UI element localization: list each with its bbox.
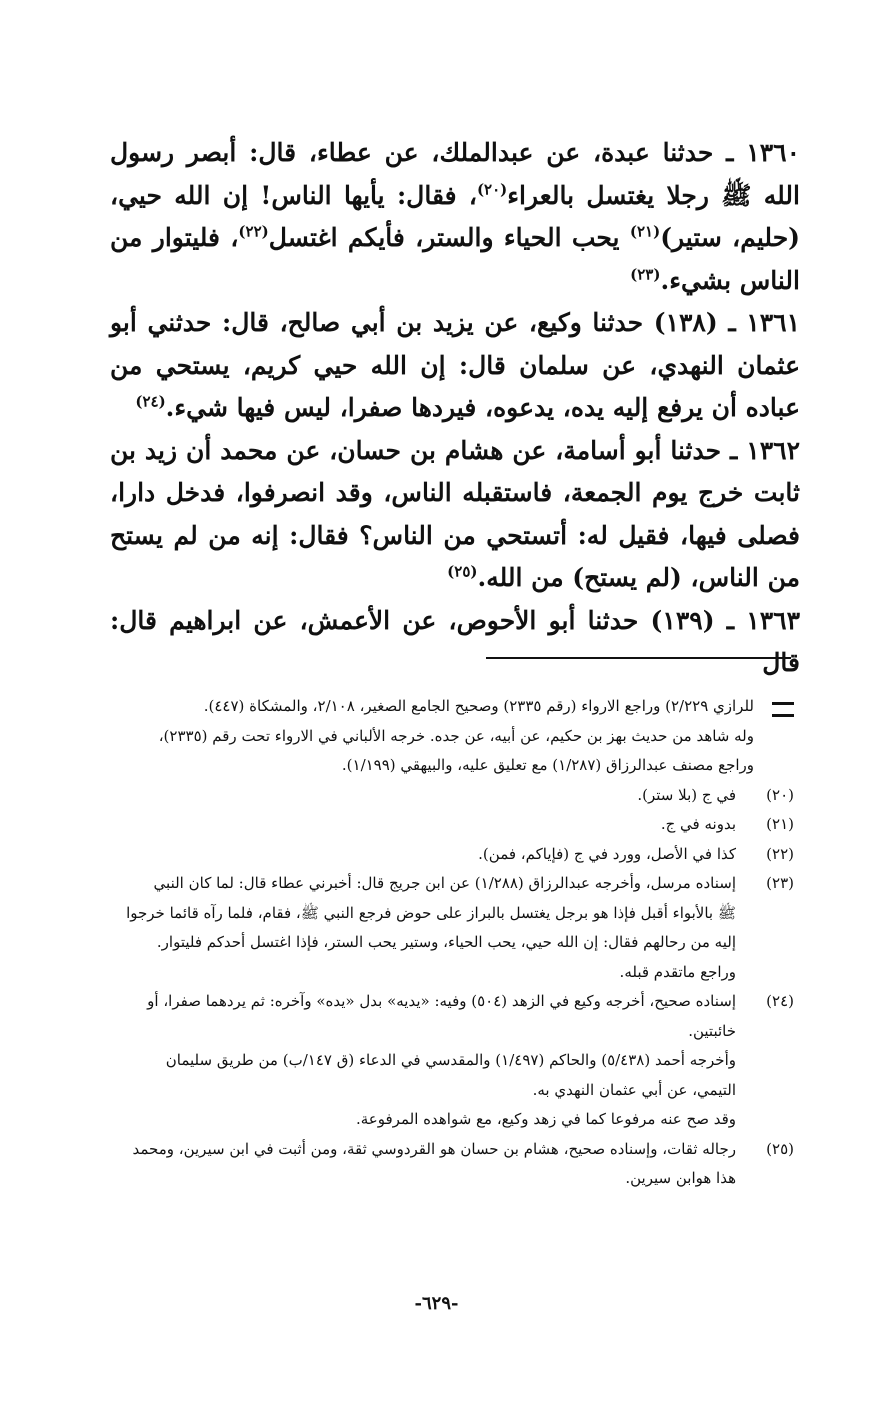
footnote-line: ﷺ بالأبواء أقبل فإذا هو برجل يغتسل بالبراز على حوض فرجع النبي ﷺ، فقام، فلما رآه قائما خرجوا <box>126 903 736 922</box>
footnote-line: هذا هوابن سيرين. <box>625 1169 736 1187</box>
footnote-line: إسناده صحيح، أخرجه وكيع في الزهد (٥٠٤) وفيه: «يديه» بدل «يده» وآخره: ثم يردهما صفرا، أو <box>147 992 736 1010</box>
footnote-ref[interactable]: (٢٤) <box>135 392 166 411</box>
footnote-20 <box>104 781 794 811</box>
footnote-line: وأخرجه أحمد (٥/٤٣٨) والحاكم (١/٤٩٧) والمقدسي في الدعاء (ق ١٤٧/ب) من طريق سليمان <box>165 1051 736 1069</box>
continuation-mark-icon <box>772 702 794 717</box>
footnote-24 <box>104 987 794 1135</box>
footnote-body <box>104 810 736 840</box>
footnote-ref[interactable]: (٢١) <box>629 222 661 241</box>
hadith-1360 <box>110 132 800 302</box>
footnote-body <box>104 781 736 811</box>
hadith-text-part: ١٣٦٢ ـ حدثنا أبو أسامة، عن هشام بن حسان، عن محمد أن زيد بن ثابت خرج يوم الجمعة، فاستقبله الناس، وقد انصرفوا، فدخل دارا، فصلى فيها، فقيل له: أتستحي من الناس؟ فقال: إنه من لم يستح من الناس، (لم يستح) من الله. <box>110 435 800 592</box>
footnotes <box>104 692 794 1194</box>
footnote-divider <box>486 657 791 659</box>
footnote-body <box>104 987 736 1135</box>
hadith-text-part: ١٣٦٣ ـ (١٣٩) حدثنا أبو الأحوص، عن الأعمش، عن ابراهيم قال: قال <box>110 605 801 677</box>
footnote-line: وراجع ماتقدم قبله. <box>619 962 736 981</box>
hadith-1363 <box>110 600 800 685</box>
hadith-text-part: ، فليتوار من الناس بشيء. <box>110 223 800 295</box>
footnote-line: وقد صح عنه مرفوعا كما في زهد وكيع، مع شواهده المرفوعة. <box>356 1110 736 1128</box>
footnote-line: كذا في الأصل، وورد في ج (فإياكم، فمن). <box>478 844 736 863</box>
main-text <box>110 132 800 685</box>
footnote-line: في ج (بلا ستر). <box>637 785 736 804</box>
footnote-ref[interactable]: (٢٣) <box>630 265 661 284</box>
footnote-number: (٢٠) <box>766 785 794 804</box>
footnote-line: وراجع مصنف عبدالرزاق (١/٢٨٧) مع تعليق عليه، والبيهقي (١/١٩٩). <box>341 756 754 774</box>
footnote-body <box>104 1135 736 1194</box>
footnote-line: رجاله ثقات، وإسناده صحيح، هشام بن حسان هو القردوسي ثقة، ومن أثبت في ابن سيرين، ومحمد <box>132 1139 736 1158</box>
footnote-ref[interactable]: (٢٠) <box>476 180 508 199</box>
footnote-number: (٢٥) <box>766 1139 794 1158</box>
footnote-ref[interactable]: (٢٥) <box>447 562 478 581</box>
footnote-line: التيمي، عن أبي عثمان النهدي به. <box>532 1080 736 1099</box>
footnote-number: (٢٤) <box>766 992 794 1010</box>
footnote-line: إسناده مرسل، وأخرجه عبدالرزاق (١/٢٨٨) عن ابن جريج قال: أخبرني عطاء قال: لما كان النبي <box>153 874 736 892</box>
footnote-number: (٢١) <box>766 815 794 833</box>
footnote-line: خائبتين. <box>688 1021 736 1040</box>
footnote-22 <box>104 840 794 870</box>
footnote-number: (٢٣) <box>766 874 794 892</box>
continued-footnote <box>104 692 794 781</box>
footnote-21 <box>104 810 794 840</box>
footnote-body <box>104 869 736 987</box>
footnote-line: إليه من رحالهم فقال: إن الله حيي، يحب الحياء، وستير يحب الستر، فإذا اغتسل أحدكم فليتوار. <box>156 933 736 951</box>
footnote-23 <box>104 869 794 987</box>
footnote-ref[interactable]: (٢٢) <box>238 222 269 241</box>
hadith-text-part: يحب الحياء والستر، فأيكم اغتسل <box>268 223 630 252</box>
footnote-line: للرازي ٢/٢٢٩) وراجع الارواء (رقم ٢٣٣٥) وصحيح الجامع الصغير، ٢/١٠٨، والمشكاة (٤٤٧). <box>203 697 754 715</box>
page-number: -٦٢٩- <box>414 1293 459 1314</box>
footnote-line: وله شاهد من حديث بهز بن حكيم، عن أبيه، عن جده. خرجه الألباني في الارواء تحت رقم (٢٣٣٥)، <box>158 726 754 745</box>
hadith-text-part: ١٣٦٠ ـ حدثنا عبدة، عن عبدالملك، عن عطاء، قال: أبصر رسول الله ﷺ رجلا يغتسل بالعراء <box>110 138 800 210</box>
footnote-25 <box>104 1135 794 1194</box>
hadith-text-part: ١٣٦١ ـ (١٣٨) حدثنا وكيع، عن يزيد بن أبي صالح، قال: حدثني أبو عثمان النهدي، عن سلمان قال: إن الله حيي كريم، يستحي من عباده أن يرفع إليه يده، يدعوه، فيردها صفرا، ليس فيها شيء. <box>110 308 801 422</box>
hadith-1362 <box>110 430 800 600</box>
hadith-text-part: ، فقال: يأيها الناس! إن الله حيي، (حليم، ستير) <box>110 180 800 252</box>
hadith-1361 <box>110 302 800 430</box>
footnote-number: (٢٢) <box>766 844 794 863</box>
footnote-line: بدونه في ج. <box>660 815 736 833</box>
footnote-body <box>104 840 736 870</box>
